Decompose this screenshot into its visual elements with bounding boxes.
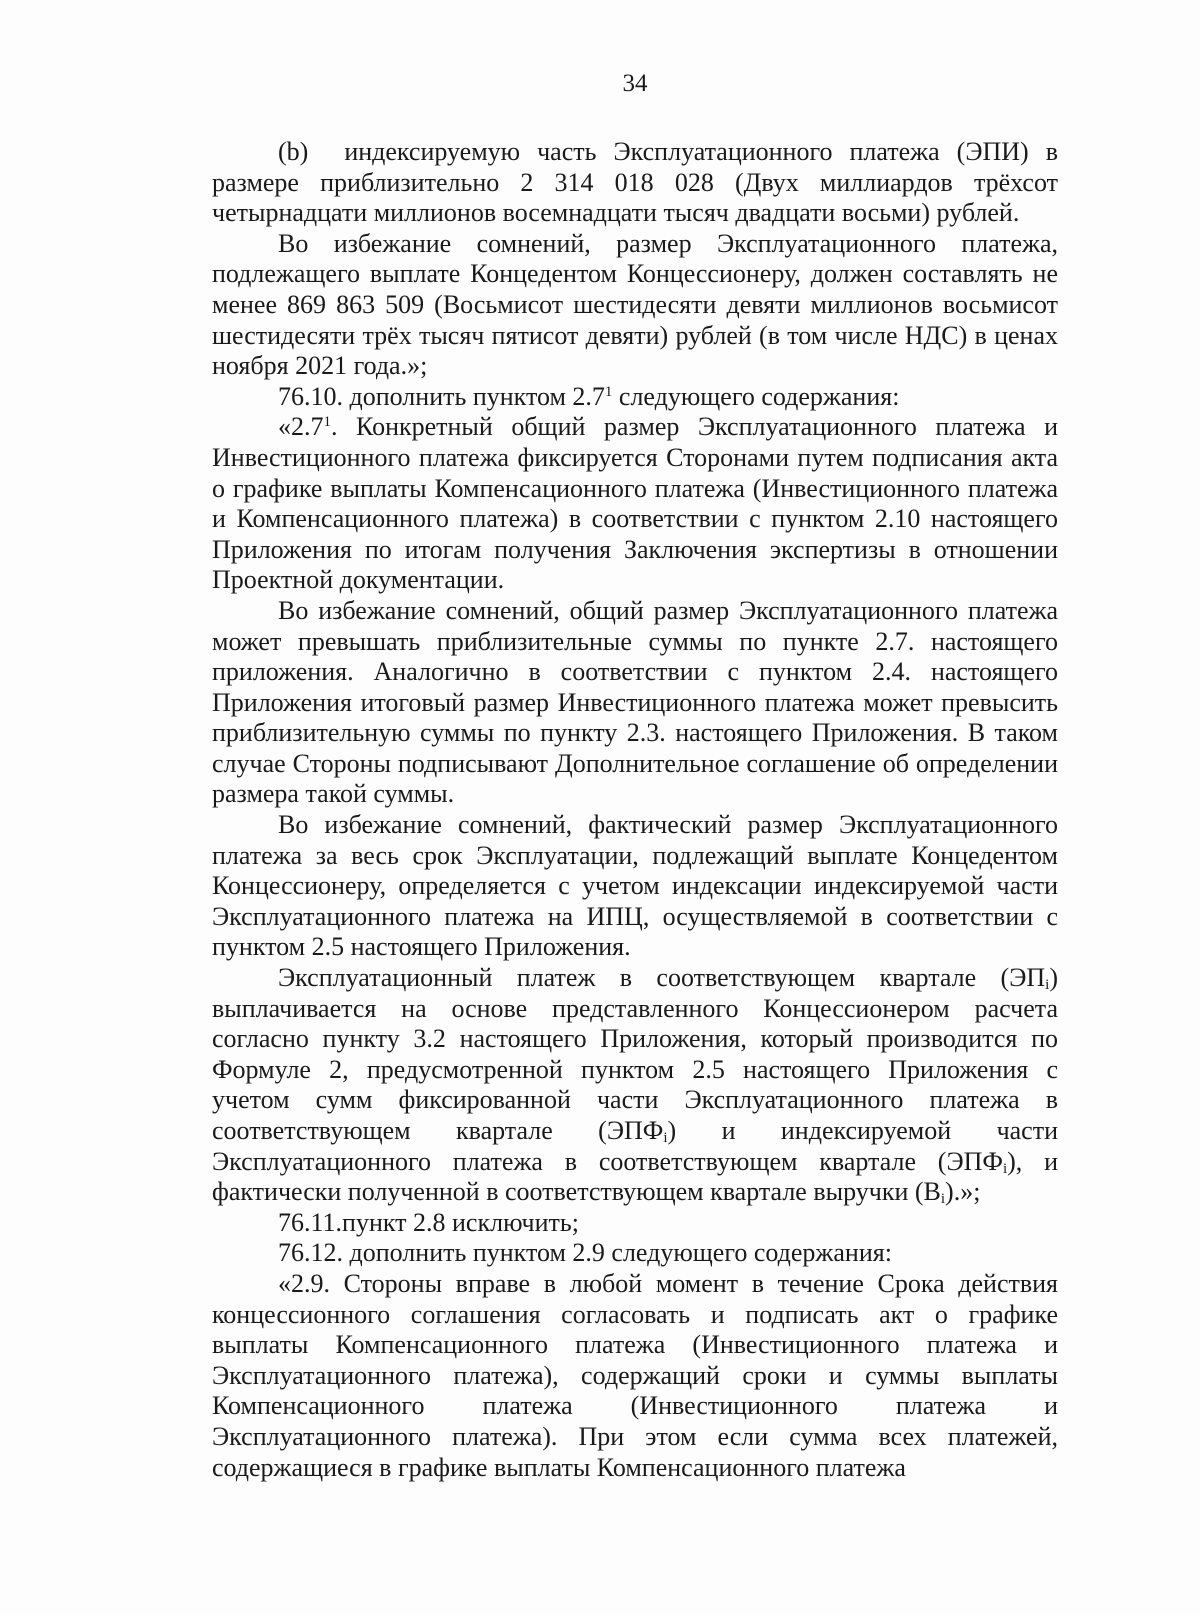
clause-76-10: 76.10. дополнить пунктом $2.7^1$ следующего содержания: (278, 381, 900, 411)
clause-76-11: 76.11.пункт 2.8 исключить; (278, 1207, 579, 1237)
subscript: i (1002, 1160, 1008, 1177)
paragraph-quarterly-payment: Эксплуатационный платеж в соответствующем квартале $(ЭП_i)$ выплачивается на основе представленного Концессионером расчета согласно пункту 3.2 настоящего Приложения, который производится по Формуле 2, предусмотренной пунктом 2.5 настоящего Приложения с учетом сумм фиксированной части Эксплуатационного платежа в соответствующем квартале $(ЭПФ_i)$ и индексируемой части Эксплуатационного платежа в соответствующем квартале $(ЭПФ_i)$, и фактически полученной в соответствующем квартале выручки $(В_i)$.»; (212, 963, 1058, 1208)
subscript: i (1045, 977, 1050, 994)
list-marker: (b) (278, 137, 309, 166)
superscript: 1 (323, 414, 331, 431)
clause-76-12: 76.12. дополнить пунктом 2.9 следующего содержания: (278, 1238, 892, 1268)
paragraph-b (212, 137, 1058, 229)
paragraph-b-text: индексируемую часть Эксплуатационного платежа (ЭПИ) в размере приблизительно 2 314 018 028 (Двух миллиардов трёхсот четырнадцати миллионов восемнадцати тысяч двадцати восьми) рублей. (212, 137, 1058, 228)
subscript: i (940, 1191, 946, 1208)
page-number: 34 (622, 70, 648, 97)
document-body (212, 137, 1058, 1483)
paragraph-actual-size: Во избежание сомнений, фактический размер Эксплуатационного платежа за весь срок Эксплуатации, подлежащий выплате Концедентом Концессионеру, определяется с учетом индексации индексируемой части Эксплуатационного платежа на ИПЦ, осуществляемой в соответствии с пунктом 2.5 настоящего Приложения. (212, 810, 1058, 962)
clause-2-9: «2.9. Стороны вправе в любой момент в течение Срока действия концессионного соглашения согласовать и подписать акт о графике выплаты Компенсационного платежа (Инвестиционного платежа и Эксплуатационного платежа), содержащий сроки и суммы выплаты Компенсационного платежа (Инвестиционного платежа и Эксплуатационного платежа). При этом если сумма всех платежей, содержащиеся в графике выплаты Компенсационного платежа (212, 1268, 1058, 1482)
subscript: i (663, 1130, 668, 1146)
superscript: 1 (604, 383, 613, 400)
paragraph-total-size: Во избежание сомнений, общий размер Эксплуатационного платежа может превышать приблизительные суммы по пункте 2.7. настоящего приложения. Аналогично в соответствии с пунктом 2.4. настоящего Приложения итоговый размер Инвестиционного платежа может превысить приблизительную суммы по пункту 2.3. настоящего Приложения. В таком случае Стороны подписывают Дополнительное соглашение об определении размера такой суммы. (212, 595, 1058, 809)
clause-2-7-1: «$2.7^1$. Конкретный общий размер Эксплуатационного платежа и Инвестиционного платежа фиксируется Сторонами путем подписания акта о графике выплаты Компенсационного платежа (Инвестиционного платежа и Компенсационного платежа) в соответствии с пунктом 2.10 настоящего Приложения по итогам получения Заключения экспертизы в отношении Проектной документации. (212, 412, 1058, 595)
paragraph-min-payment: Во избежание сомнений, размер Эксплуатационного платежа, подлежащего выплате Концедентом Концессионеру, должен составлять не менее 869 863 509 (Восьмисот шестидесяти девяти миллионов восьмисот шестидесяти трёх тысяч пятисот девяти) рублей (в том числе НДС) в ценах ноября 2021 года.»; (212, 228, 1058, 381)
